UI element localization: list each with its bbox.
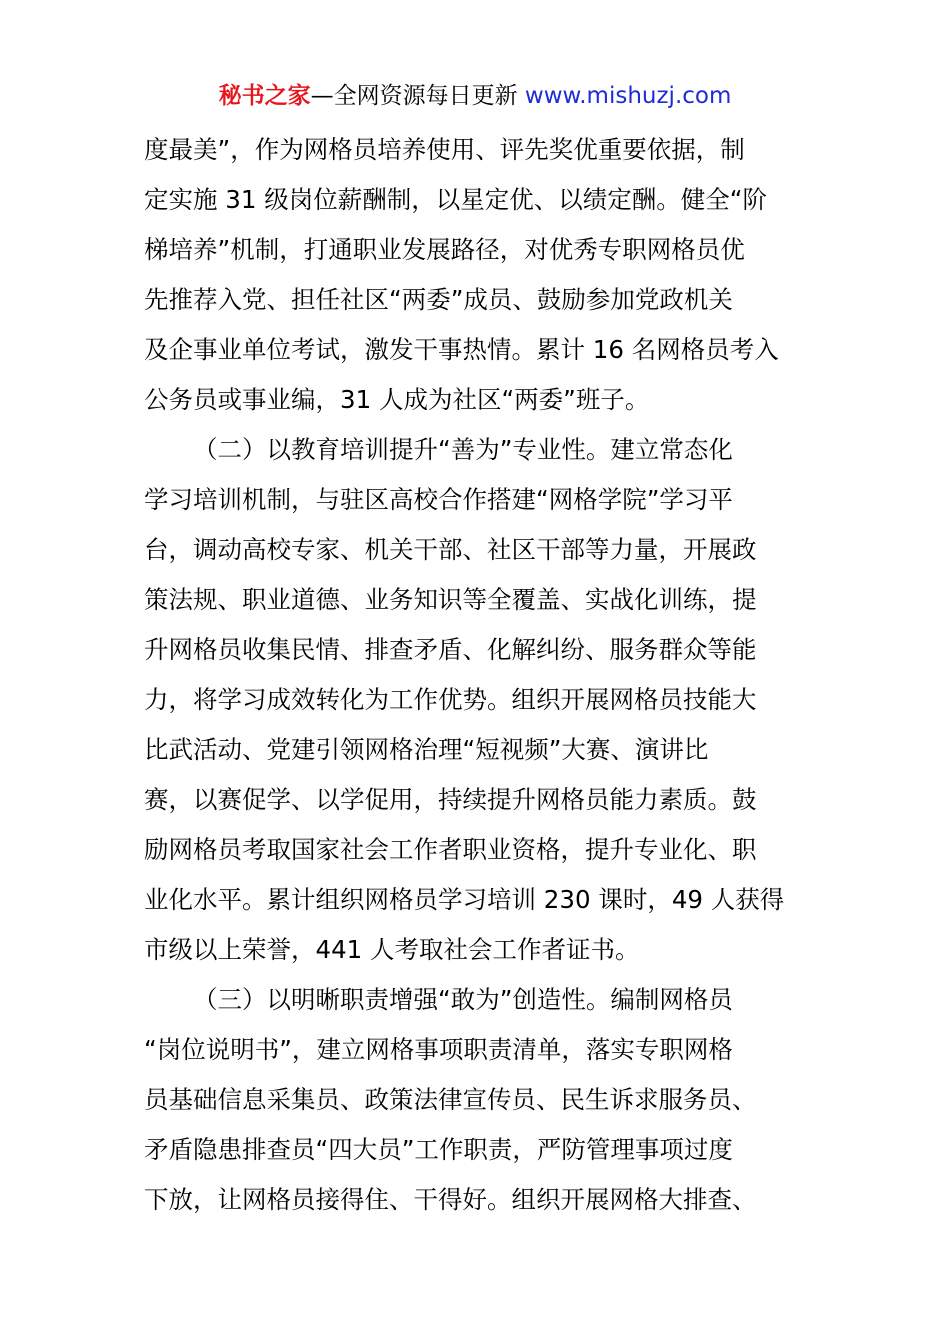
text-line: 台，调动高校专家、机关干部、社区干部等力量，开展政 (144, 535, 757, 564)
text-line: 赛，以赛促学、以学促用，持续提升网格员能力素质。鼓 (144, 785, 757, 814)
text-line: 及企事业单位考试，激发干事热情。累计 16 名网格员考入 (144, 335, 779, 364)
text-line: 员基础信息采集员、政策法律宣传员、民生诉求服务员、 (144, 1085, 757, 1114)
text-line: 度最美”，作为网格员培养使用、评先奖优重要依据，制 (144, 135, 745, 164)
text-line: 矛盾隐患排查员“四大员”工作职责，严防管理事项过度 (144, 1135, 733, 1164)
document-body (144, 125, 808, 1225)
text-line: 学习培训机制，与驻区高校合作搭建“网格学院”学习平 (144, 485, 733, 514)
text-line: 定实施 31 级岗位薪酬制，以星定优、以绩定酬。健全“阶 (144, 185, 767, 214)
text-line: 比武活动、党建引领网格治理“短视频”大赛、演讲比 (144, 735, 709, 764)
text-line: “岗位说明书”，建立网格事项职责清单，落实专职网格 (144, 1035, 733, 1064)
text-line: 业化水平。累计组织网格员学习培训 230 课时，49 人获得 (144, 885, 785, 914)
paragraph-3-start: （三）以明晰职责增强“敢为”创造性。编制网格员 (193, 985, 733, 1014)
text-line: 升网格员收集民情、排查矛盾、化解纠纷、服务群众等能 (144, 635, 757, 664)
text-line: 先推荐入党、担任社区“两委”成员、鼓励参加党政机关 (144, 285, 733, 314)
text-line: 励网格员考取国家社会工作者职业资格，提升专业化、职 (144, 835, 757, 864)
text-line: 策法规、职业道德、业务知识等全覆盖、实战化训练，提 (144, 585, 757, 614)
text-line: 下放，让网格员接得住、干得好。组织开展网格大排查、 (144, 1185, 757, 1214)
text-line: 公务员或事业编，31 人成为社区“两委”班子。 (144, 385, 650, 414)
site-url-link[interactable]: www.mishuzj.com (524, 83, 732, 109)
text-line: 力，将学习成效转化为工作优势。组织开展网格员技能大 (144, 685, 757, 714)
header-tagline: —全网资源每日更新 (310, 83, 518, 109)
brand-name: 秘书之家 (218, 83, 311, 109)
text-line: 梯培养”机制，打通职业发展路径，对优秀专职网格员优 (144, 235, 745, 264)
page-header (0, 80, 950, 112)
paragraph-2-start: （二）以教育培训提升“善为”专业性。建立常态化 (193, 435, 733, 464)
text-line: 市级以上荣誉，441 人考取社会工作者证书。 (144, 935, 640, 964)
